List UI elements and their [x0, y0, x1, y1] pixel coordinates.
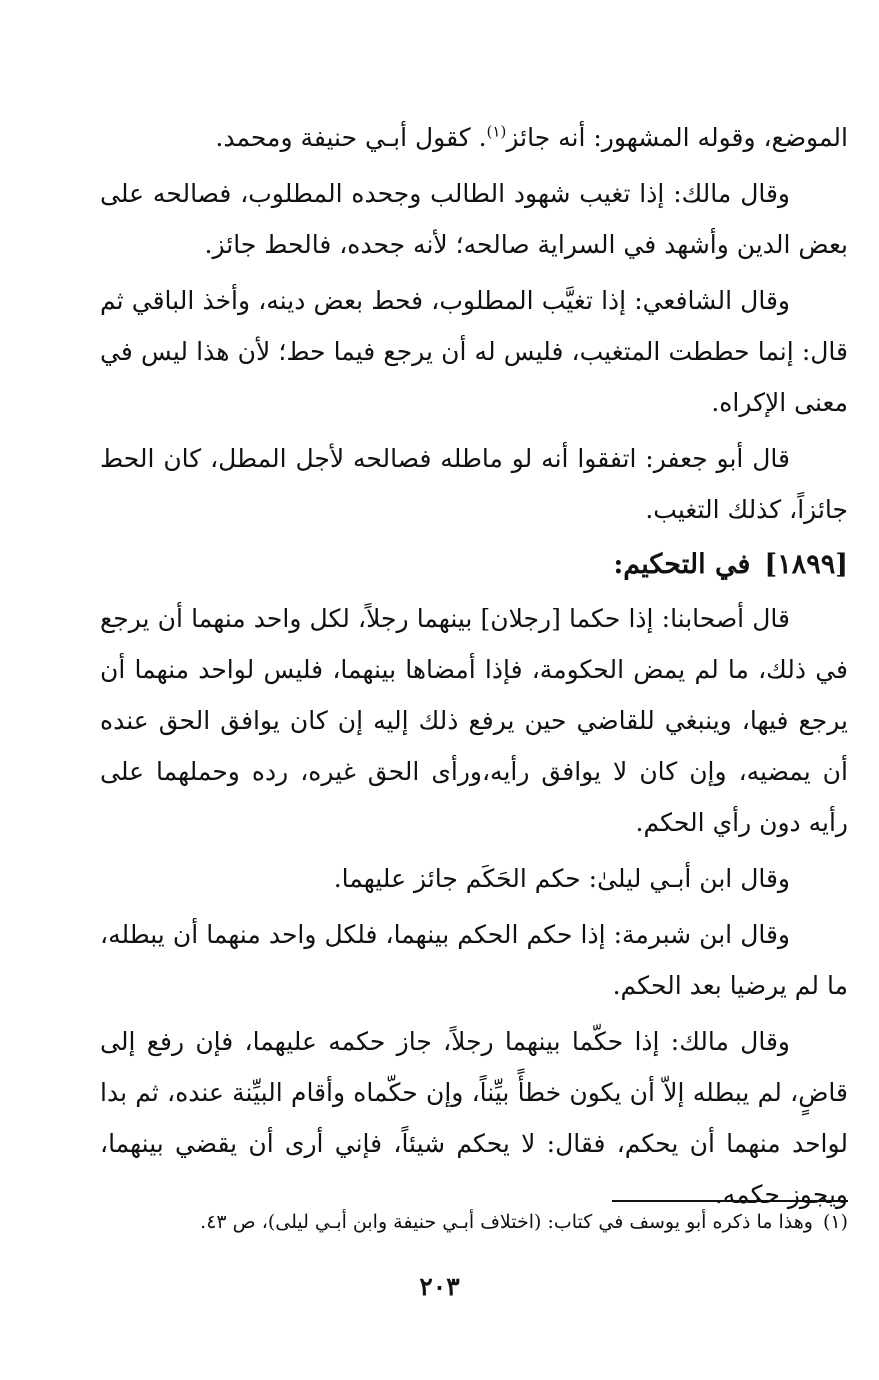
paragraph-text-tail: . كقول أبـي حنيفة ومحمد. [215, 123, 487, 152]
footnote-separator [612, 1200, 848, 1202]
footnote-text: وهذا ما ذكره أبو يوسف في كتاب: (اختلاف أبـي حنيفة وابن أبـي ليلى)، ص ٤٣. [200, 1211, 813, 1233]
section-number: [١٨٩٩] [764, 549, 848, 580]
section-title: في التحكيم: [613, 549, 751, 580]
footnote-reference: (١) [486, 122, 507, 141]
main-text-block [100, 112, 848, 1225]
paragraph-ashabuna: قال أصحابنا: إذا حكما [رجلان] بينهما رجلاً، لكل واحد منهما أن يرجع في ذلك، ما لم يمض الحكومة، فإذا أمضاها بينهما، فليس لواحد منهما أن يرجع فيها، وينبغي للقاضي حين يرفع ذلك إليه إن كان يوافق الحق عنده أن يمضيه، وإن كان لا يوافق رأيه،ورأى الحق غيره، رده وحملهما على رأيه دون رأي الحكم. [100, 604, 848, 837]
paragraph-malik: وقال مالك: إذا تغيب شهود الطالب وجحده المطلوب، فصالحه على بعض الدين وأشهد في السراية صالحه؛ لأنه جحده، فالحط جائز. [100, 179, 848, 259]
paragraph-ibn-shubruma: وقال ابن شبرمة: إذا حكم الحكم بينهما، فلكل واحد منهما أن يبطله، ما لم يرضيا بعد الحكم. [100, 920, 848, 1000]
paragraph-ibn-abi-layla: وقال ابن أبـي ليلىٰ: حكم الحَكَم جائز عليهما. [333, 864, 790, 893]
footnote [100, 1207, 848, 1237]
paragraph-abu-jafar: قال أبو جعفر: اتفقوا أنه لو ماطله فصالحه لأجل المطل، كان الحط جائزاً، كذلك التغيب. [100, 444, 848, 524]
paragraph-continuation [100, 112, 848, 163]
page-number: ٢٠٣ [419, 1272, 460, 1301]
section-heading [100, 541, 848, 589]
paragraph-shafii: وقال الشافعي: إذا تغيَّب المطلوب، فحط بعض دينه، وأخذ الباقي ثم قال: إنما حططت المتغيب، فليس له أن يرجع فيما حط؛ لأن هذا ليس في معنى الإكراه. [100, 286, 848, 417]
footnote-mark: (١) [822, 1211, 848, 1233]
paragraph-text: الموضع، وقوله المشهور: أنه جائز [506, 123, 848, 152]
paragraph-malik-tahkim: وقال مالك: إذا حكّما بينهما رجلاً، جاز حكمه عليهما، فإن رفع إلى قاضٍ، لم يبطله إلاّ أن يكون خطأً بيِّناً، وإن حكّماه وأقام البيِّنة عنده، ثم بدا لواحد منهما أن يحكم، فقال: لا يحكم شيئاً، فإني أرى أن يقضي بينهما، ويجوز حكمه. [100, 1027, 848, 1209]
